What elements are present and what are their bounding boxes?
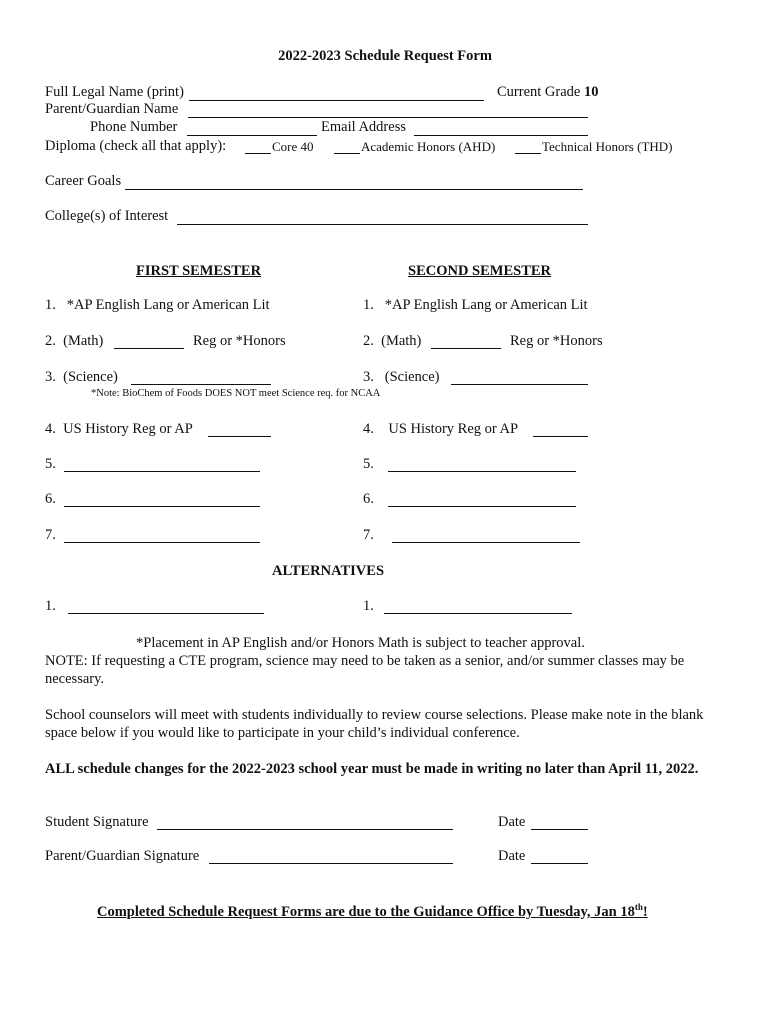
- due-date-end: !: [642, 903, 648, 920]
- first-course-5-num: 5.: [45, 456, 56, 472]
- diploma-core40-label: Core 40: [272, 139, 314, 154]
- due-date-sup: th: [634, 902, 643, 912]
- first-semester-heading: FIRST SEMESTER: [136, 263, 262, 279]
- email-field[interactable]: [414, 135, 588, 136]
- second-semester-heading: SECOND SEMESTER: [408, 263, 552, 279]
- second-course-2-text: (Math): [381, 333, 422, 349]
- first-course-3-num: 3.: [45, 369, 56, 385]
- second-course-5-field[interactable]: [388, 471, 576, 472]
- second-course-3: [363, 369, 440, 386]
- diploma-thd-label: Technical Honors (THD): [542, 139, 673, 154]
- diploma-core40-check[interactable]: [245, 153, 271, 154]
- second-course-1-text: *AP English Lang or American Lit: [384, 297, 588, 313]
- second-course-4-num: 4.: [363, 421, 374, 437]
- first-course-2-text: (Math): [63, 333, 104, 349]
- career-goals-field[interactable]: [125, 189, 583, 190]
- alternative-right-num: 1.: [363, 598, 374, 614]
- second-course-2-num: 2.: [363, 333, 374, 349]
- second-course-6-num: 6.: [363, 491, 374, 507]
- full-name-field[interactable]: [189, 100, 484, 101]
- second-course-7-field[interactable]: [392, 542, 580, 543]
- first-course-4: [45, 421, 193, 438]
- student-signature-label: Student Signature: [45, 814, 149, 830]
- first-course-4-text: US History Reg or AP: [63, 421, 193, 437]
- second-math-level: Reg or *Honors: [510, 333, 603, 349]
- due-date-text: Completed Schedule Request Forms are due to the Guidance Office by Tuesday, Jan 18: [97, 903, 635, 920]
- first-history-field[interactable]: [208, 436, 271, 437]
- first-course-1-num: 1.: [45, 297, 56, 313]
- counselor-note: School counselors will meet with students individually to review course selections. Please make note in the blank space below if you would like to participate in your child’s individual conference.: [45, 707, 704, 741]
- college-field[interactable]: [177, 224, 588, 225]
- alternative-right-field[interactable]: [384, 613, 572, 614]
- second-science-field[interactable]: [451, 384, 588, 385]
- diploma-ahd-label: Academic Honors (AHD): [361, 139, 496, 154]
- second-course-4: [363, 421, 518, 438]
- cte-note: NOTE: If requesting a CTE program, science may need to be taken as a senior, and/or summer classes may be necessary.: [45, 653, 685, 687]
- grade-value: 10: [583, 84, 599, 100]
- diploma-ahd-check[interactable]: [334, 153, 360, 154]
- first-math-level: Reg or *Honors: [193, 333, 286, 349]
- second-course-5-num: 5.: [363, 456, 374, 472]
- parent-date-field[interactable]: [531, 863, 588, 864]
- phone-field[interactable]: [187, 135, 317, 136]
- parent-name-label: Parent/Guardian Name: [45, 101, 179, 117]
- first-course-2-num: 2.: [45, 333, 56, 349]
- first-course-1: [45, 297, 270, 314]
- second-course-7-num: 7.: [363, 527, 374, 543]
- student-date-field[interactable]: [531, 829, 588, 830]
- second-course-4-text: US History Reg or AP: [388, 421, 519, 437]
- schedule-change-deadline: ALL schedule changes for the 2022-2023 school year must be made in writing no later than April 11, 2022.: [45, 761, 699, 777]
- second-history-field[interactable]: [533, 436, 588, 437]
- second-course-1: [363, 297, 588, 314]
- placement-note: *Placement in AP English and/or Honors Math is subject to teacher approval.: [136, 635, 585, 651]
- parent-date-label: Date: [498, 848, 526, 864]
- email-label: Email Address: [321, 119, 406, 135]
- second-math-field[interactable]: [431, 348, 501, 349]
- first-course-7-num: 7.: [45, 527, 56, 543]
- college-label: College(s) of Interest: [45, 208, 169, 224]
- alternatives-heading: ALTERNATIVES: [272, 563, 385, 579]
- first-course-6-num: 6.: [45, 491, 56, 507]
- parent-signature-label: Parent/Guardian Signature: [45, 848, 200, 864]
- second-course-1-num: 1.: [363, 297, 374, 313]
- first-science-field[interactable]: [131, 384, 271, 385]
- diploma-label: Diploma (check all that apply):: [45, 138, 227, 154]
- grade-label: Current Grade: [497, 84, 581, 100]
- first-course-2: [45, 333, 103, 350]
- second-course-3-text: (Science): [384, 369, 440, 385]
- second-course-3-num: 3.: [363, 369, 374, 385]
- first-course-4-num: 4.: [45, 421, 56, 437]
- parent-signature-field[interactable]: [209, 863, 453, 864]
- second-course-2: [363, 333, 421, 350]
- alternative-left-field[interactable]: [68, 613, 264, 614]
- full-name-label: Full Legal Name (print): [45, 84, 184, 100]
- first-course-6-field[interactable]: [64, 506, 260, 507]
- student-signature-field[interactable]: [157, 829, 453, 830]
- first-course-3: [45, 369, 118, 386]
- diploma-thd-check[interactable]: [515, 153, 541, 154]
- first-course-5-field[interactable]: [64, 471, 260, 472]
- grade-row: [497, 84, 598, 101]
- due-date-notice: [97, 902, 648, 921]
- first-course-3-text: (Science): [63, 369, 118, 385]
- student-date-label: Date: [498, 814, 526, 830]
- second-course-6-field[interactable]: [388, 506, 576, 507]
- phone-label: Phone Number: [90, 119, 178, 135]
- first-math-field[interactable]: [114, 348, 184, 349]
- parent-name-field[interactable]: [188, 117, 588, 118]
- first-course-7-field[interactable]: [64, 542, 260, 543]
- first-course-1-text: *AP English Lang or American Lit: [66, 297, 270, 313]
- career-goals-label: Career Goals: [45, 173, 122, 189]
- form-title: 2022-2023 Schedule Request Form: [278, 48, 492, 64]
- alternative-left-num: 1.: [45, 598, 56, 614]
- science-note: *Note: BioChem of Foods DOES NOT meet Science req. for NCAA: [91, 388, 381, 399]
